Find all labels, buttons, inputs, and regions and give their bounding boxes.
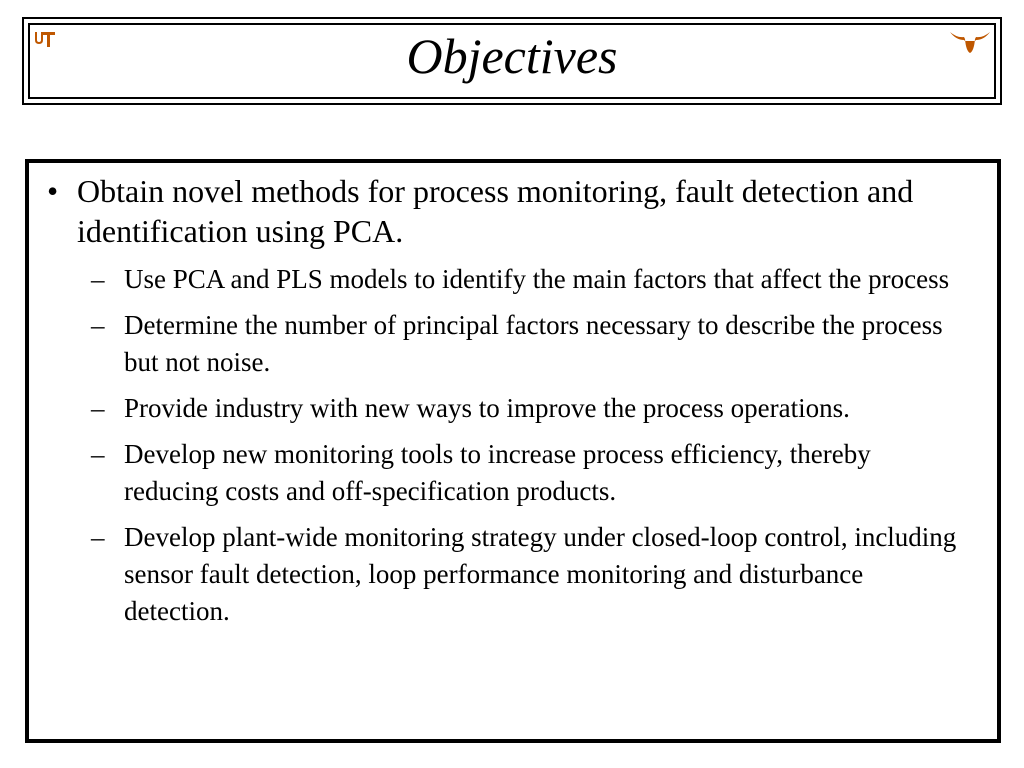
sub-objective — [77, 261, 967, 298]
dash-icon: – — [91, 264, 105, 294]
sub-objective — [77, 519, 967, 630]
dash-icon: – — [91, 393, 105, 423]
main-objective-text: Obtain novel methods for process monitoring, fault detection and identification using PCA. — [77, 173, 914, 249]
content-frame — [25, 159, 1001, 743]
dash-icon: – — [91, 439, 105, 469]
title-frame — [22, 17, 1002, 105]
slide-title: Objectives — [406, 28, 618, 84]
sub-objectives-list — [77, 261, 967, 630]
dash-icon: – — [91, 310, 105, 340]
sub-objective — [77, 307, 967, 381]
sub-objective-text: Provide industry with new ways to improve the process operations. — [124, 393, 850, 423]
sub-objective-text: Determine the number of principal factors necessary to describe the process but not noise. — [124, 310, 943, 377]
longhorn-logo-icon — [949, 29, 991, 55]
main-objective — [29, 171, 967, 630]
sub-objective — [77, 390, 967, 427]
sub-objective-text: Use PCA and PLS models to identify the main factors that affect the process — [124, 264, 950, 294]
bullet-icon: • — [47, 173, 59, 209]
objectives-list — [29, 171, 967, 639]
sub-objective-text: Develop new monitoring tools to increase process efficiency, thereby reducing costs and off-specification products. — [124, 439, 871, 506]
sub-objective — [77, 436, 967, 510]
dash-icon: – — [91, 522, 105, 552]
sub-objective-text: Develop plant-wide monitoring strategy under closed-loop control, including sensor fault detection, loop performance monitoring and disturbance detection. — [124, 522, 957, 626]
